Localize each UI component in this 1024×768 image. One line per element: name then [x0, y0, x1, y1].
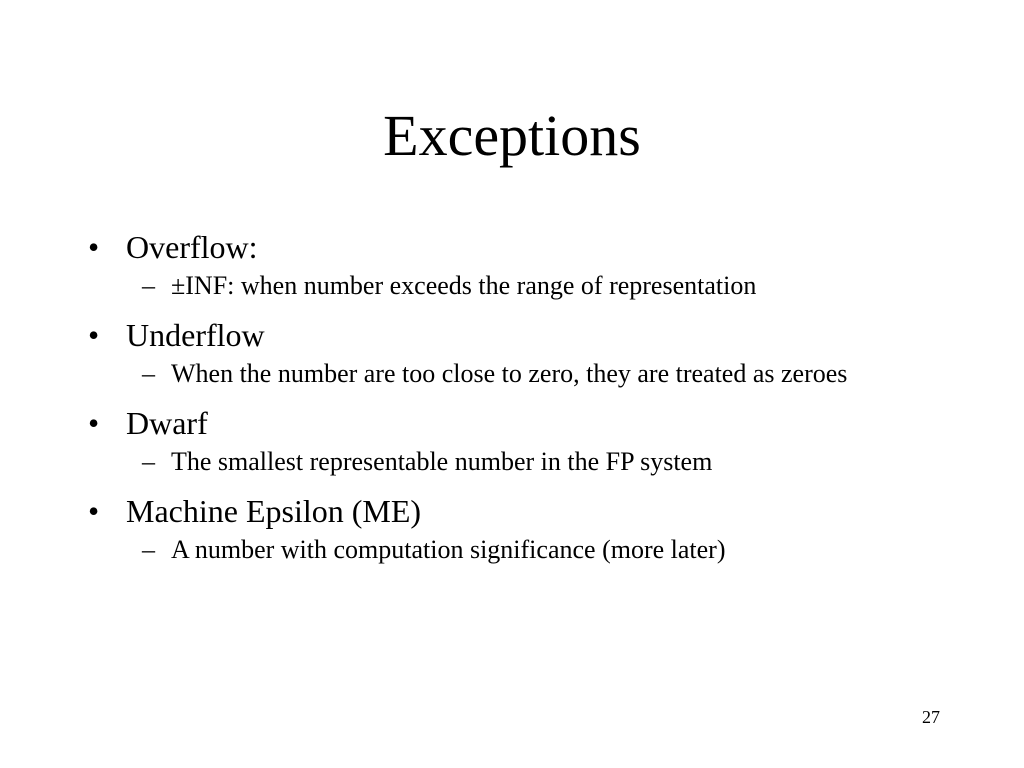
dash-icon: – — [142, 535, 155, 564]
list-item — [88, 490, 968, 532]
sub-item-text: When the number are too close to zero, they are treated as zeroes — [171, 359, 848, 388]
sub-item — [142, 268, 912, 304]
list-item — [88, 314, 968, 356]
sub-item-text: A number with computation significance (more later) — [171, 535, 726, 564]
list-item-label: Dwarf — [126, 405, 208, 441]
spacer — [88, 392, 968, 402]
list-item-label: Machine Epsilon (ME) — [126, 493, 422, 529]
bullet-icon: • — [88, 405, 100, 441]
dash-icon: – — [142, 271, 155, 300]
list-item-label: Overflow: — [126, 229, 258, 265]
sub-item-text: The smallest representable number in the FP system — [171, 447, 713, 476]
list-item-label: Underflow — [126, 317, 265, 353]
list-item — [88, 402, 968, 444]
sub-item — [142, 532, 912, 568]
list-item — [88, 226, 968, 268]
spacer — [88, 304, 968, 314]
slide-title: Exceptions — [383, 103, 641, 168]
sub-item — [142, 356, 912, 392]
bullet-list — [88, 226, 968, 568]
page-number: 27 — [922, 707, 940, 727]
bullet-icon: • — [88, 317, 100, 353]
bullet-icon: • — [88, 229, 100, 265]
spacer — [88, 480, 968, 490]
sub-item-text: ±INF: when number exceeds the range of representation — [171, 271, 757, 300]
dash-icon: – — [142, 447, 155, 476]
bullet-icon: • — [88, 493, 100, 529]
dash-icon: – — [142, 359, 155, 388]
sub-item — [142, 444, 912, 480]
